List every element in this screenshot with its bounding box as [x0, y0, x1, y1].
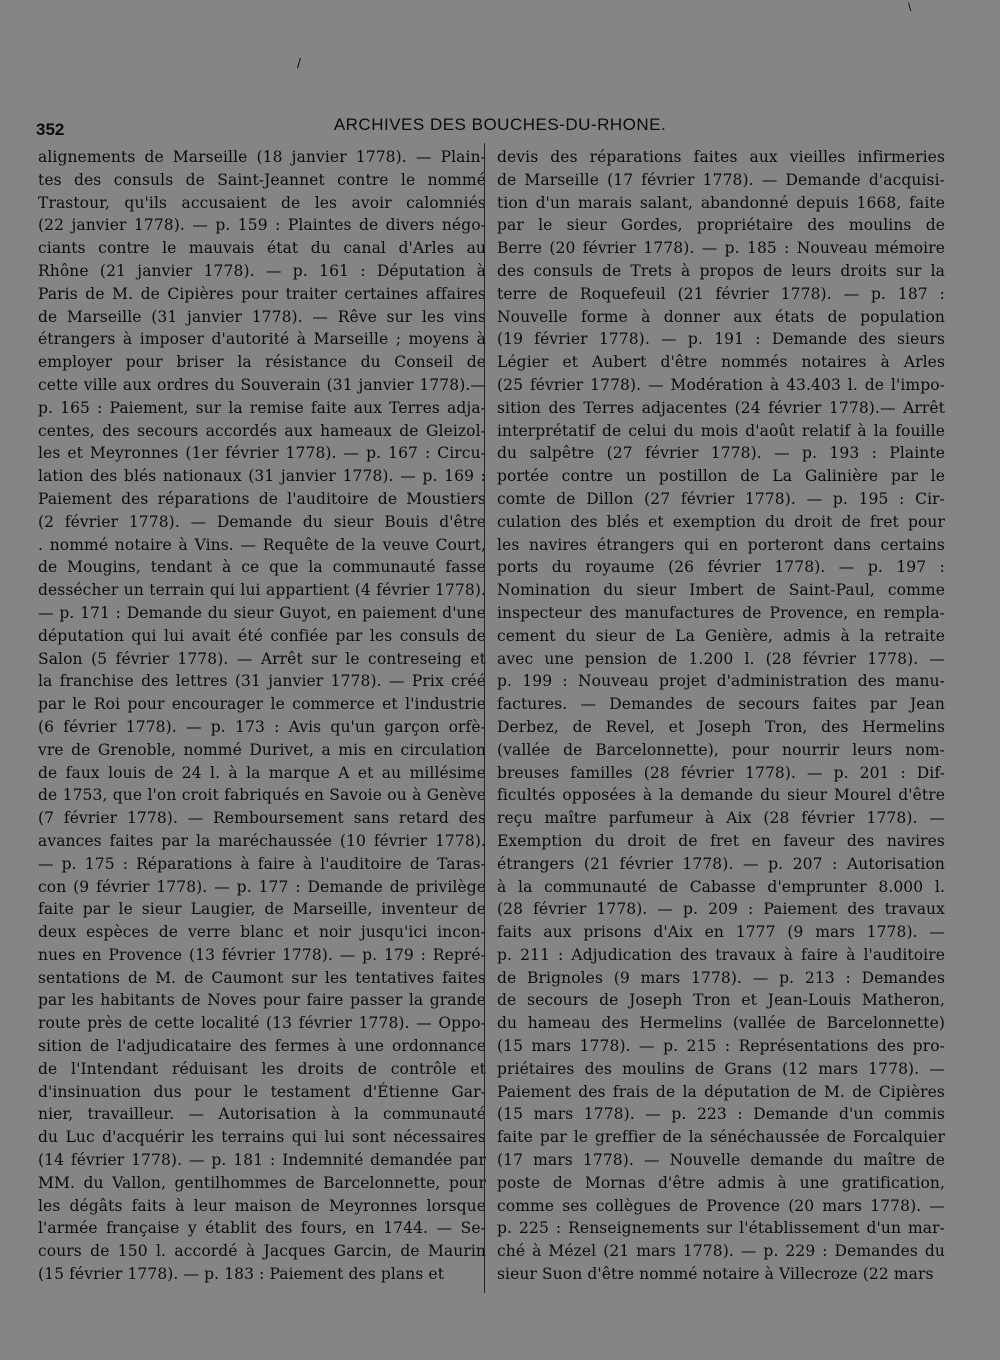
text-line: (14 février 1778). — p. 181 : Indemnité demandée par: [38, 1151, 486, 1170]
text-line: les et Meyronnes (1er février 1778). — p. 167 : Circu-: [38, 444, 486, 463]
text-line: nier, travailleur. — Autorisation à la communauté: [38, 1105, 486, 1124]
text-line: Exemption du droit de fret en faveur des navires: [497, 831, 945, 850]
text-line: de Marseille (31 janvier 1778). — Rêve sur les vins: [38, 307, 486, 326]
text-line: alignements de Marseille (18 janvier 1778). — Plain-: [38, 148, 486, 166]
text-line: cement du sieur de La Genière, admis à la retraite: [497, 626, 945, 645]
text-line: du Luc d'acquérir les terrains qui lui sont nécessaires: [38, 1128, 486, 1147]
text-line: avec une pension de 1.200 l. (28 février 1778). —: [497, 649, 945, 668]
text-line: tes des consuls de Saint-Jeannet contre le nommé: [38, 170, 486, 189]
text-line: sition des Terres adjacentes (24 février 1778).— Arrêt: [497, 398, 945, 417]
text-line: Paiement des réparations de l'auditoire de Moustiers: [38, 489, 486, 508]
text-line: culation des blés et exemption du droit de fret pour: [497, 512, 945, 531]
text-line: dessécher un terrain qui lui appartient (4 février 1778).: [38, 581, 486, 600]
text-line: sition de l'adjudicataire des fermes à une ordonnance: [38, 1037, 486, 1056]
text-line: nues en Provence (13 février 1778). — p. 179 : Repré-: [38, 945, 486, 964]
text-line: comte de Dillon (27 février 1778). — p. 195 : Cir-: [497, 489, 945, 508]
text-line: par les habitants de Noves pour faire passer la grande: [38, 991, 486, 1010]
text-line: (7 février 1778). — Remboursement sans retard des: [38, 809, 486, 828]
text-line: employer pour briser la résistance du Conseil de: [38, 353, 486, 372]
text-line: de faux louis de 24 l. à la marque A et au millésime: [38, 763, 486, 782]
text-line: (vallée de Barcelonnette), pour nourrir leurs nom-: [497, 740, 945, 759]
text-line: factures. — Demandes de secours faites par Jean: [497, 695, 945, 714]
text-line: Paiement des frais de la députation de M. de Cipières: [497, 1082, 945, 1101]
text-line: inspecteur des manufactures de Provence, en rempla-: [497, 603, 945, 622]
text-line: (25 février 1778). — Modération à 43.403 l. de l'impo-: [497, 375, 945, 394]
text-line: p. 165 : Paiement, sur la remise faite aux Terres adja-: [38, 398, 486, 417]
text-line: priétaires des moulins de Grans (12 mars 1778). —: [497, 1059, 945, 1078]
text-line: du salpêtre (27 février 1778). — p. 193 : Plainte: [497, 444, 945, 463]
text-line: (2 février 1778). — Demande du sieur Bouis d'être: [38, 512, 486, 531]
text-line: terre de Roquefeuil (21 février 1778). — p. 187 :: [497, 284, 945, 303]
text-line: Rhône (21 janvier 1778). — p. 161 : Députation à: [38, 261, 486, 280]
text-line: faite par le sieur Laugier, de Marseille, inventeur de: [38, 900, 486, 919]
text-line: Salon (5 février 1778). — Arrêt sur le contreseing et: [38, 649, 486, 668]
text-line: — p. 171 : Demande du sieur Guyot, en paiement d'une: [38, 603, 486, 622]
page-number: 352: [36, 120, 65, 139]
text-line: des consuls de Trets à propos de leurs droits sur la: [497, 261, 945, 280]
text-line: p. 225 : Renseignements sur l'établissement d'un mar-: [497, 1219, 945, 1238]
text-line: reçu maître parfumeur à Aix (28 février 1778). —: [497, 809, 945, 828]
text-line: Légier et Aubert d'être nommés notaires à Arles: [497, 353, 945, 372]
text-line: de l'Intendant réduisant les droits de contrôle et: [38, 1059, 486, 1078]
text-line: les navires étrangers qui en porteront dans certains: [497, 535, 945, 554]
text-line: breuses familles (28 février 1778). — p. 201 : Dif-: [497, 763, 945, 782]
left-column: [38, 146, 486, 1296]
text-line: de Brignoles (9 mars 1778). — p. 213 : Demandes: [497, 968, 945, 987]
corner-mark: \: [908, 0, 912, 14]
text-line: portée contre un postillon de La Galinière par le: [497, 467, 945, 486]
text-line: Paris de M. de Cipières pour traiter certaines affaires: [38, 284, 486, 303]
text-line: (15 mars 1778). — p. 223 : Demande d'un commis: [497, 1105, 945, 1124]
text-line: vre de Grenoble, nommé Durivet, a mis en circulation: [38, 740, 486, 759]
text-line: tion d'un marais salant, abandonné depuis 1668, faite: [497, 193, 945, 212]
text-line: ché à Mézel (21 mars 1778). — p. 229 : Demandes du: [497, 1242, 945, 1261]
text-line: sieur Suon d'être nommé notaire à Villecroze (22 mars: [497, 1265, 934, 1284]
text-line: faits aux prisons d'Aix en 1777 (9 mars 1778). —: [497, 923, 945, 942]
column-divider: [484, 143, 485, 1293]
running-title: ARCHIVES DES BOUCHES-DU-RHONE.: [333, 115, 667, 134]
text-line: — p. 175 : Réparations à faire à l'auditoire de Taras-: [38, 854, 486, 873]
text-line: (22 janvier 1778). — p. 159 : Plaintes de divers négo-: [38, 216, 486, 235]
text-line: de secours de Joseph Tron et Jean-Louis Matheron,: [497, 991, 945, 1010]
text-line: p. 199 : Nouveau projet d'administration des manu-: [497, 672, 945, 691]
text-line: cours de 150 l. accordé à Jacques Garcin, de Maurin: [38, 1242, 486, 1261]
text-line: ciants contre le mauvais état du canal d'Arles au: [38, 239, 486, 258]
text-line: lation des blés nationaux (31 janvier 1778). — p. 169 :: [38, 467, 486, 486]
text-line: deux espèces de verre blanc et noir jusqu'ici incon-: [38, 923, 486, 942]
text-line: l'armée française y établit des fours, en 1744. — Se-: [38, 1219, 486, 1238]
text-line: con (9 février 1778). — p. 177 : Demande de privilège: [38, 877, 486, 896]
text-line: (15 mars 1778). — p. 215 : Représentations des pro-: [497, 1037, 945, 1056]
text-line: étrangers à imposer d'autorité à Marseille ; moyens à: [38, 330, 486, 349]
text-line: poste de Mornas d'être admis à une gratification,: [497, 1173, 945, 1192]
text-line: route près de cette localité (13 février 1778). — Oppo-: [38, 1014, 486, 1033]
right-column: [497, 146, 945, 1296]
text-line: devis des réparations faites aux vieilles infirmeries: [497, 148, 945, 166]
text-line: (19 février 1778). — p. 191 : Demande des sieurs: [497, 330, 945, 349]
text-line: de Mougins, tendant à ce que la communauté fasse: [38, 558, 486, 577]
text-line: sentations de M. de Caumont sur les tentatives faites: [38, 968, 486, 987]
text-line: du hameau des Hermelins (vallée de Barcelonnette): [497, 1014, 945, 1033]
text-line: ficultés opposées à la demande du sieur Mourel d'être: [497, 786, 945, 805]
text-line: Nouvelle forme à donner aux états de population: [497, 307, 945, 326]
text-line: Berre (20 février 1778). — p. 185 : Nouveau mémoire: [497, 239, 945, 258]
text-line: à la communauté de Cabasse d'emprunter 8.000 l.: [497, 877, 945, 896]
text-line: étrangers (21 février 1778). — p. 207 : Autorisation: [497, 854, 945, 873]
text-line: . nommé notaire à Vins. — Requête de la veuve Court,: [38, 535, 486, 554]
text-line: p. 211 : Adjudication des travaux à faire à l'auditoire: [497, 945, 945, 964]
text-line: députation qui lui avait été confiée par les consuls de: [38, 626, 486, 645]
text-line: centes, des secours accordés aux hameaux de Gleizol-: [38, 421, 486, 440]
text-line: de 1753, que l'on croit fabriqués en Savoie ou à Genève: [38, 786, 486, 805]
text-line: (17 mars 1778). — Nouvelle demande du maître de: [497, 1151, 945, 1170]
text-line: Nomination du sieur Imbert de Saint-Paul, comme: [497, 581, 945, 600]
text-line: ports du royaume (26 février 1778). — p. 197 :: [497, 558, 945, 577]
text-line: la franchise des lettres (31 janvier 1778). — Prix créé: [38, 672, 486, 691]
text-line: Trastour, qu'ils accusaient de les avoir calomniés: [38, 193, 486, 212]
text-line: comme ses collègues de Provence (20 mars 1778). —: [497, 1196, 945, 1215]
text-line: (15 février 1778). — p. 183 : Paiement des plans et: [38, 1265, 445, 1284]
text-line: cette ville aux ordres du Souverain (31 janvier 1778).—: [38, 375, 486, 394]
text-line: avances faites par la maréchaussée (10 février 1778).: [38, 831, 486, 850]
text-line: par le Roi pour encourager le commerce et l'industrie: [38, 695, 486, 714]
text-line: MM. du Vallon, gentilhommes de Barcelonnette, pour: [38, 1173, 486, 1192]
text-line: les dégâts faits à leur maison de Meyronnes lorsque: [38, 1196, 486, 1215]
text-line: (6 février 1778). — p. 173 : Avis qu'un garçon orfè-: [38, 717, 486, 736]
text-line: d'insinuation dus pour le testament d'Étienne Gar-: [38, 1082, 486, 1101]
text-line: faite par le greffier de la sénéchaussée de Forcalquier: [497, 1128, 945, 1147]
stray-mark: /: [297, 55, 301, 71]
text-line: par le sieur Gordes, propriétaire des moulins de: [497, 216, 945, 235]
text-line: Derbez, de Revel, et Joseph Tron, des Hermelins: [497, 717, 945, 736]
text-line: interprétatif de celui du mois d'août relatif à la fouille: [497, 421, 945, 440]
text-line: de Marseille (17 février 1778). — Demande d'acquisi-: [497, 170, 945, 189]
text-line: (28 février 1778). — p. 209 : Paiement des travaux: [497, 900, 945, 919]
